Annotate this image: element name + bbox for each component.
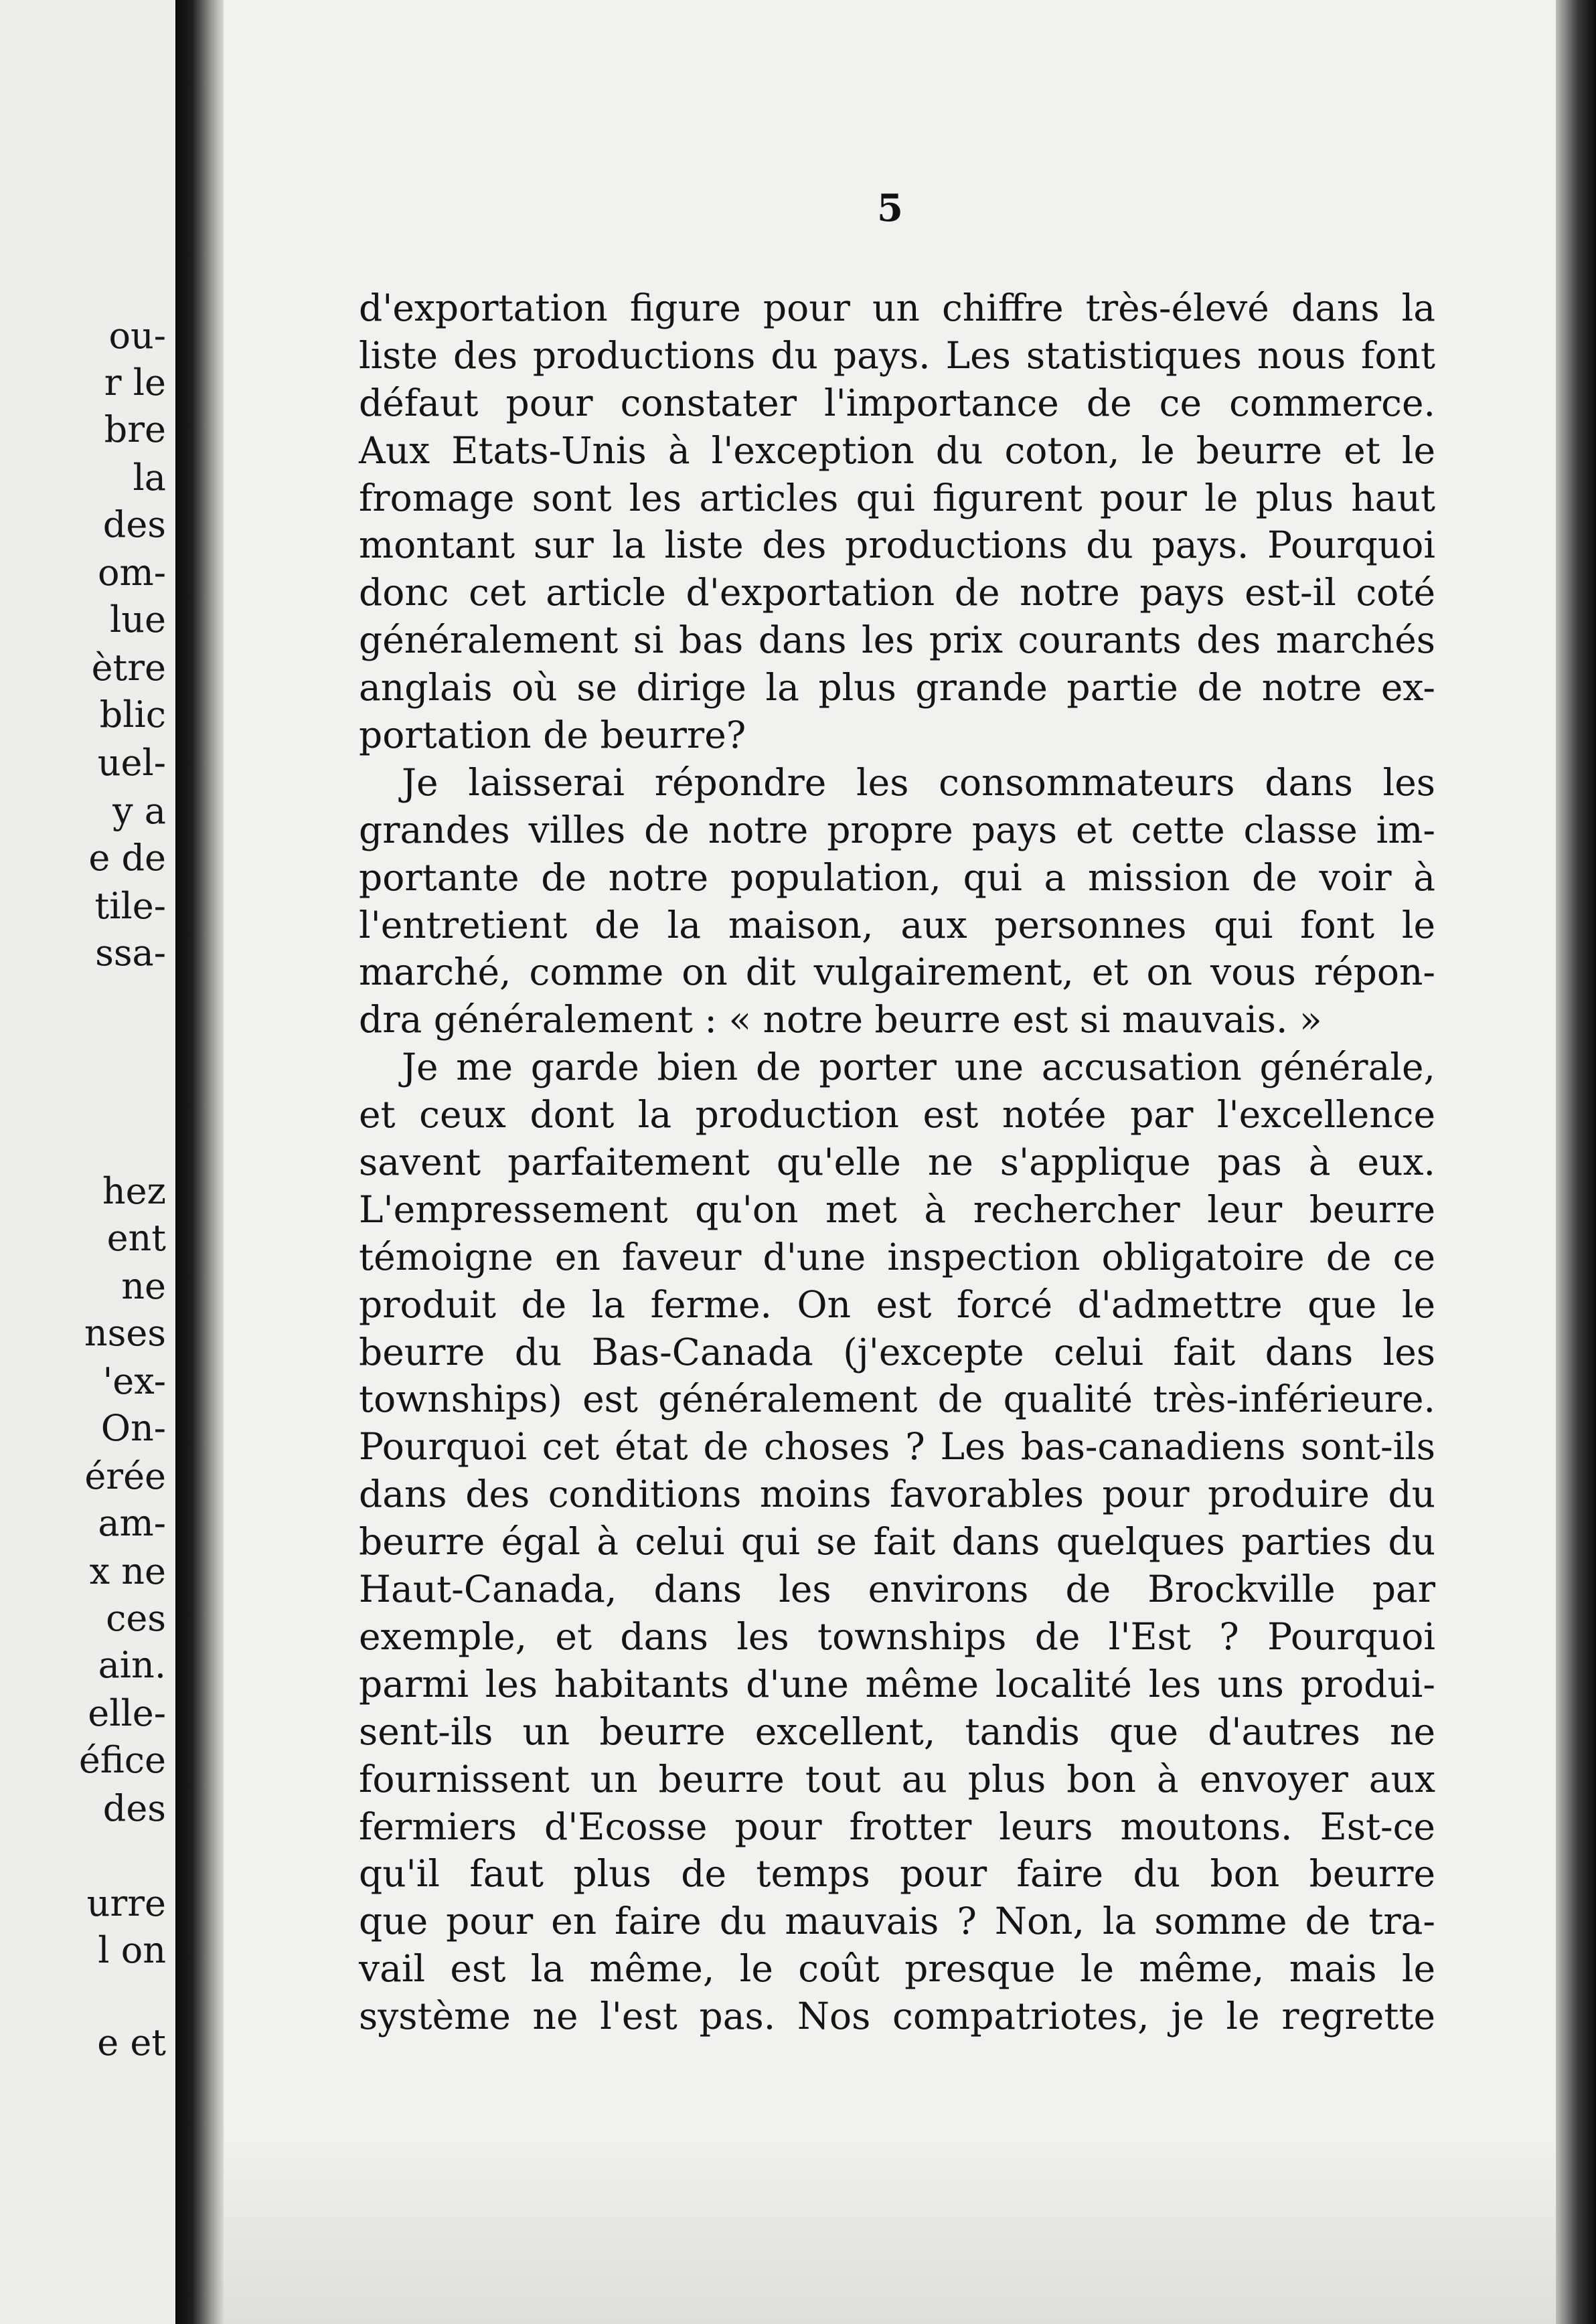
facing-page-line: urre	[86, 1882, 166, 1924]
facing-page-line: des	[102, 1787, 166, 1829]
text-line: beurre égal à celui qui se fait dans quelques parties du	[359, 1520, 1435, 1564]
facing-page-line: blic	[99, 693, 166, 736]
facing-page-line: ou-	[108, 315, 166, 357]
facing-page-line: e de	[88, 837, 166, 879]
text-line: townships) est généralement de qualité très-inférieure.	[359, 1378, 1435, 1421]
facing-page-line: hez	[102, 1170, 166, 1212]
text-line: beurre du Bas-Canada (j'excepte celui fait dans les	[359, 1330, 1435, 1374]
facing-page-line: la	[133, 456, 166, 499]
facing-page-line: des	[102, 503, 166, 546]
text-line: donc cet article d'exportation de notre pays est-il coté	[359, 571, 1435, 614]
facing-page-line: ètre	[91, 647, 166, 689]
text-line: grandes villes de notre propre pays et cette classe im-	[359, 808, 1435, 851]
text-line: témoigne en faveur d'une inspection obligatoire de ce	[359, 1235, 1435, 1278]
facing-page-line: elle-	[88, 1692, 166, 1734]
facing-page-line: x ne	[89, 1550, 166, 1592]
facing-page-line: ssa-	[95, 932, 166, 974]
facing-page-line: On-	[100, 1407, 166, 1449]
text-line: marché, comme on dit vulgairement, et on vous répon-	[359, 950, 1435, 994]
facing-page-line: e et	[97, 2021, 166, 2064]
text-line: que pour en faire du mauvais ? Non, la somme de tra-	[359, 1900, 1435, 1943]
facing-page-line: ces	[106, 1597, 166, 1639]
facing-page-fragment	[0, 0, 175, 2324]
text-line: fromage sont les articles qui figurent pour le plus haut	[359, 476, 1435, 519]
text-line: Aux Etats-Unis à l'exception du coton, le beurre et le	[359, 428, 1435, 472]
text-line: et ceux dont la production est notée par l'excellence	[359, 1093, 1435, 1137]
text-line: savent parfaitement qu'elle ne s'applique pas à eux.	[359, 1141, 1435, 1184]
text-line: montant sur la liste des productions du pays. Pourquoi	[359, 523, 1435, 567]
text-line: qu'il faut plus de temps pour faire du bon beurre	[359, 1852, 1435, 1896]
text-line: Je me garde bien de porter une accusation générale,	[402, 1046, 1435, 1089]
facing-page-line: ent	[106, 1217, 166, 1259]
facing-page-line: bre	[104, 408, 166, 450]
facing-page-line: ne	[121, 1265, 166, 1307]
text-line: fermiers d'Ecosse pour frotter leurs moutons. Est-ce	[359, 1805, 1435, 1848]
facing-page-line: nses	[84, 1312, 166, 1354]
text-line: fournissent un beurre tout au plus bon à envoyer aux	[359, 1757, 1435, 1801]
text-line: généralement si bas dans les prix courants des marchés	[359, 618, 1435, 662]
text-line: portation de beurre?	[359, 714, 746, 757]
text-line: exemple, et dans les townships de l'Est ? Pourquoi	[359, 1614, 1435, 1658]
page-edge	[1556, 0, 1596, 2324]
page-gutter	[175, 0, 224, 2324]
text-line: dra généralement : « notre beurre est si mauvais. »	[359, 998, 1322, 1042]
facing-page-line: am-	[98, 1502, 166, 1544]
text-line: défaut pour constater l'importance de ce commerce.	[359, 381, 1435, 424]
facing-page-line: uel-	[97, 742, 166, 784]
text-line: dans des conditions moins favorables pour produire du	[359, 1473, 1435, 1516]
facing-page-line: éfice	[78, 1739, 166, 1781]
text-line: vail est la même, le coût presque le même, mais le	[359, 1947, 1435, 1991]
facing-page-line: y a	[112, 790, 166, 832]
text-line: Pourquoi cet état de choses ? Les bas-canadiens sont-ils	[359, 1425, 1435, 1469]
facing-page-line: tile-	[94, 885, 166, 927]
facing-page-line: om-	[98, 552, 166, 594]
text-line: sent-ils un beurre excellent, tandis que d'autres ne	[359, 1710, 1435, 1753]
facing-page-line: érée	[84, 1455, 166, 1497]
facing-page-line: ain.	[98, 1644, 166, 1686]
facing-page-line: 'ex-	[102, 1360, 166, 1402]
text-line: Je laisserai répondre les consommateurs dans les	[402, 760, 1435, 804]
page-body-text	[359, 284, 1435, 2040]
text-line: anglais où se dirige la plus grande partie de notre ex-	[359, 666, 1435, 710]
text-line: système ne l'est pas. Nos compatriotes, je le regrette	[359, 1995, 1435, 2038]
text-line: portante de notre population, qui a mission de voir à	[359, 855, 1435, 899]
text-line: parmi les habitants d'une même localité les uns produi-	[359, 1662, 1435, 1706]
facing-page-line: l on	[98, 1929, 166, 1971]
text-line: Haut-Canada, dans les environs de Brockville par	[359, 1568, 1435, 1611]
text-line: produit de la ferme. On est forcé d'admettre que le	[359, 1282, 1435, 1326]
facing-page-line: r le	[104, 361, 166, 404]
facing-page-line: lue	[109, 598, 166, 641]
page-number: 5	[877, 186, 903, 230]
text-line: L'empressement qu'on met à rechercher leur beurre	[359, 1187, 1435, 1231]
text-line: liste des productions du pays. Les statistiques nous font	[359, 333, 1435, 377]
text-line: d'exportation figure pour un chiffre très-élevé dans la	[359, 286, 1435, 329]
text-line: l'entretient de la maison, aux personnes qui font le	[359, 903, 1435, 946]
